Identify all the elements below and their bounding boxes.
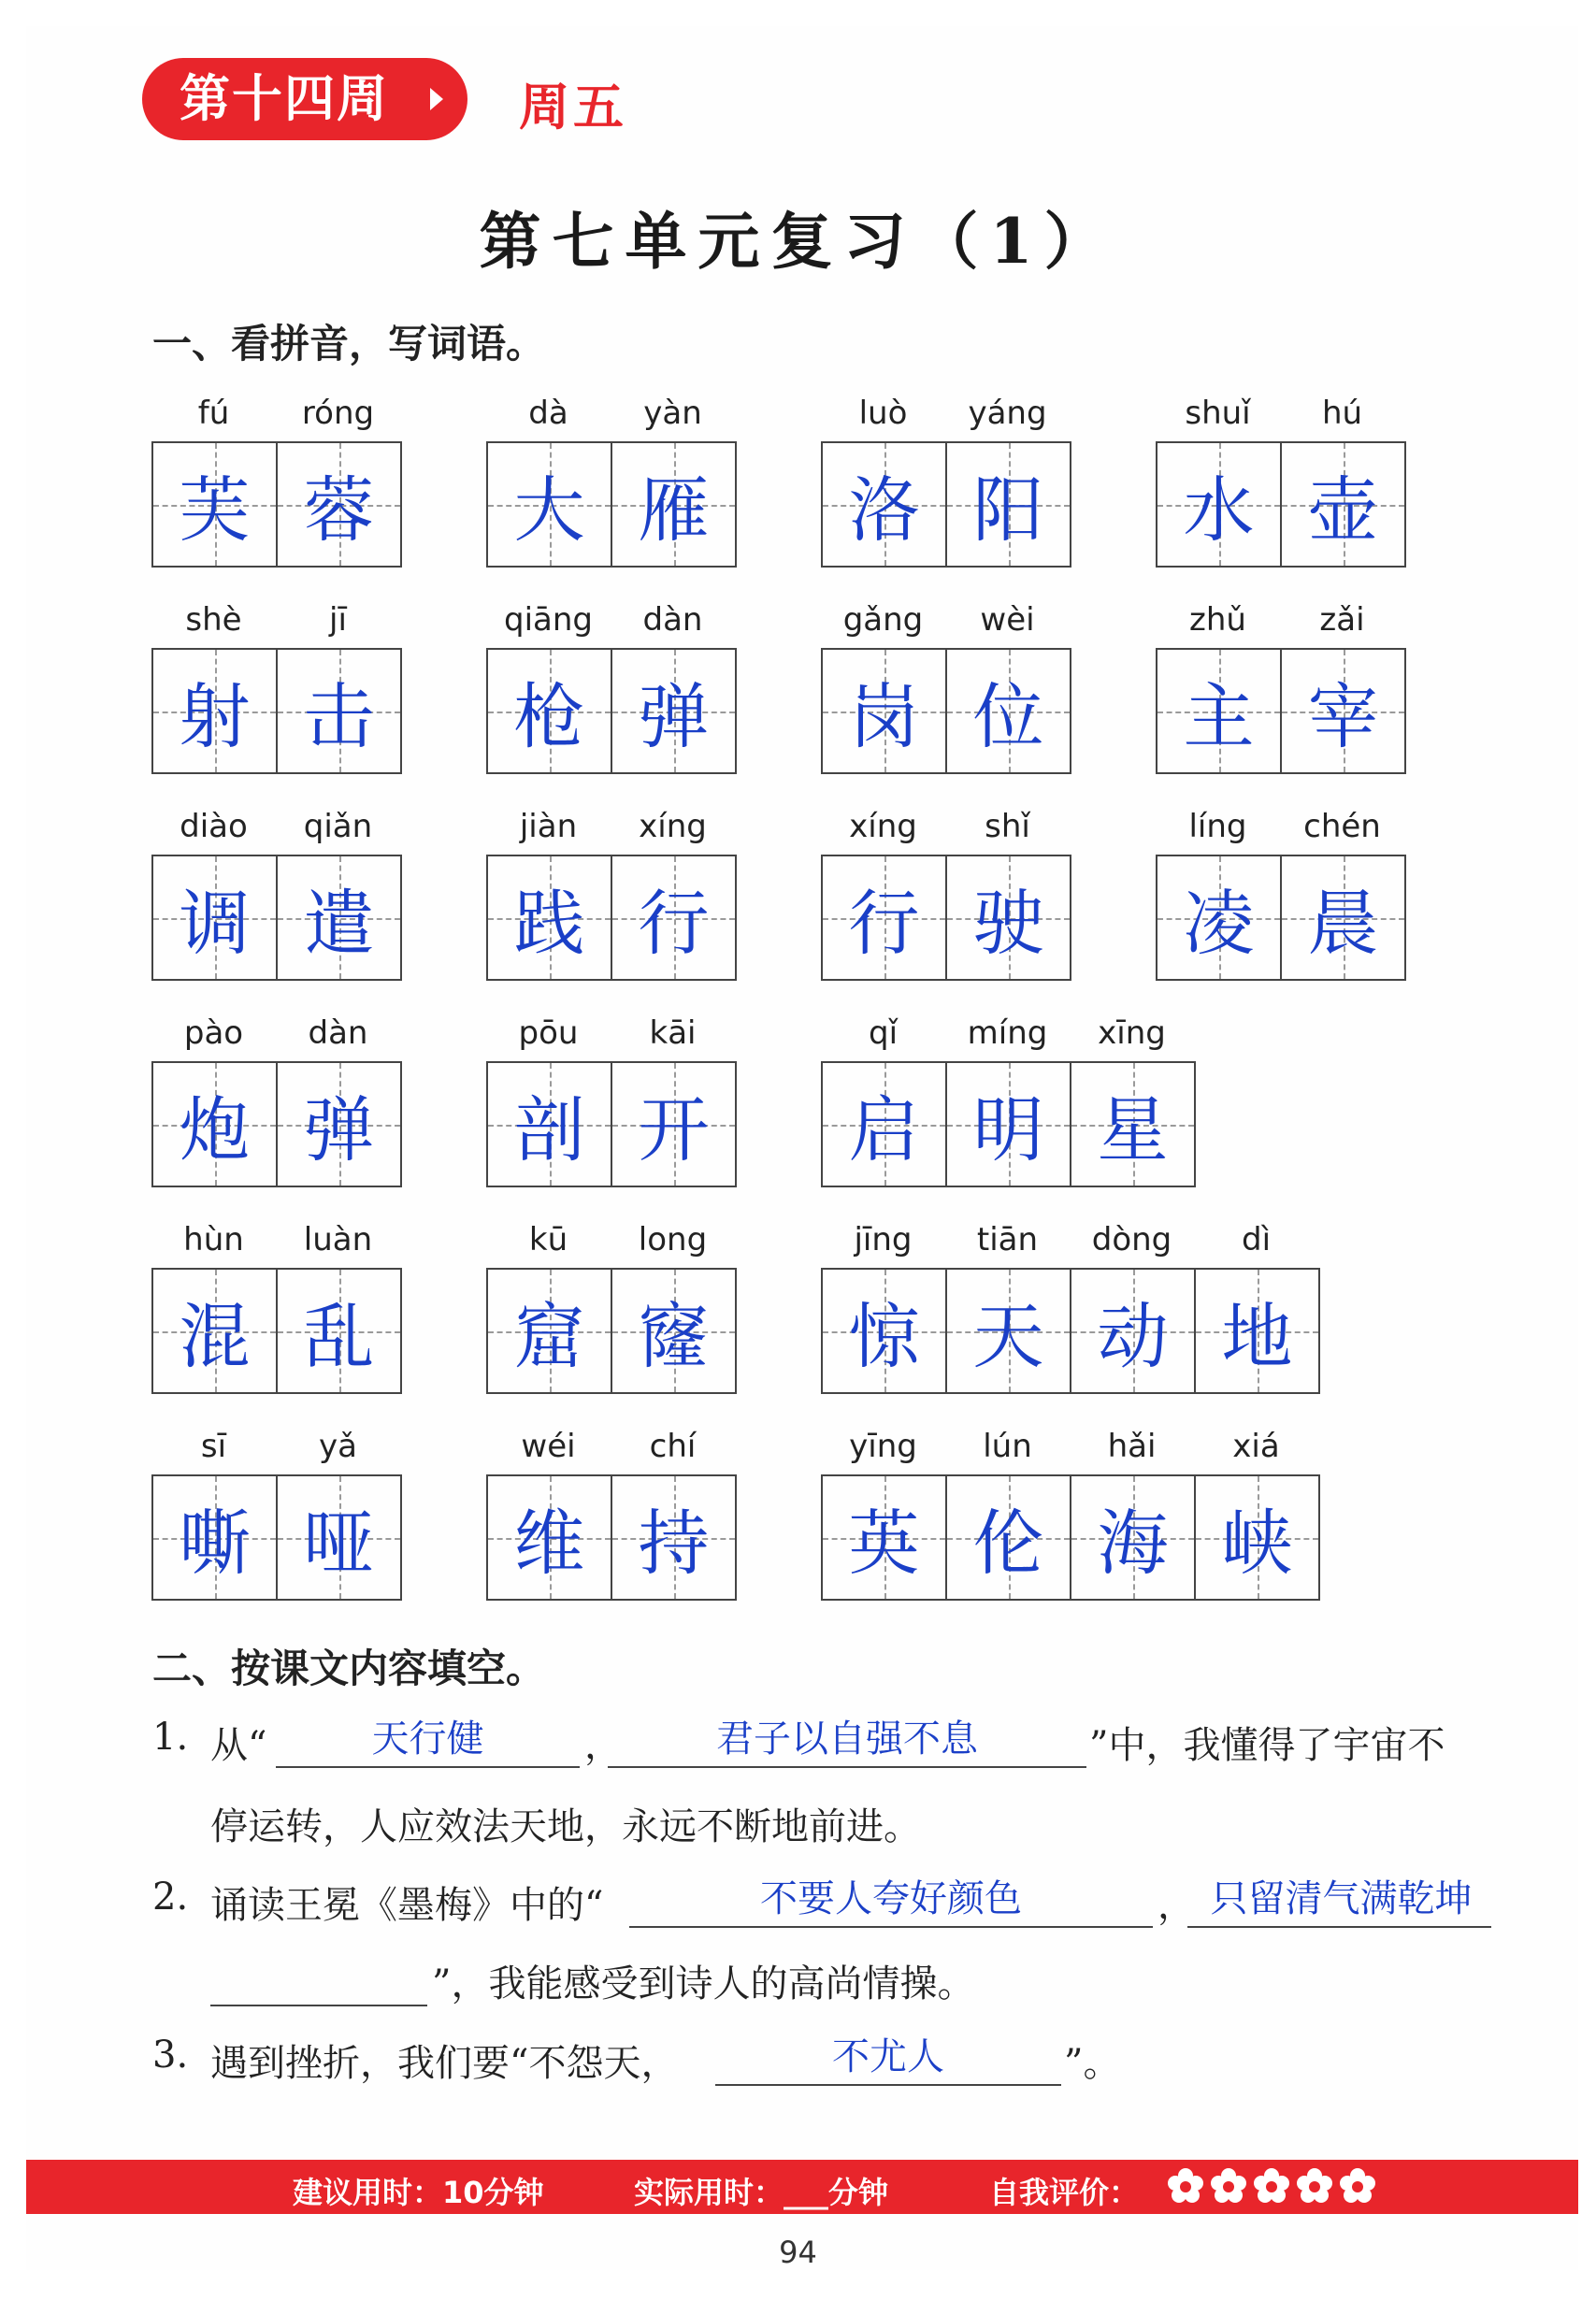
page-title: 第七单元复习（1）	[479, 205, 1117, 278]
pinyin-syllable: róng	[301, 395, 375, 432]
pinyin-group	[1156, 601, 1404, 639]
pinyin-syllable: xíng	[639, 808, 707, 845]
flower-star-icon[interactable]	[1167, 2167, 1204, 2205]
week-label: 第十四周	[180, 69, 389, 128]
writing-cell[interactable]	[1157, 856, 1282, 979]
q1-blank2[interactable]	[608, 1764, 1086, 1768]
pinyin-syllable: luàn	[303, 1221, 373, 1258]
q2-number: 2.	[152, 1876, 189, 1919]
pinyin-group	[151, 808, 400, 845]
writing-box-group	[486, 1061, 737, 1187]
pinyin-group	[821, 395, 1070, 432]
pinyin-group	[151, 395, 400, 432]
writing-cell[interactable]	[612, 650, 735, 772]
writing-cell[interactable]	[1071, 1476, 1196, 1599]
handwritten-char: 英	[848, 1502, 920, 1585]
handwritten-char: 持	[638, 1502, 710, 1585]
writing-cell[interactable]	[947, 856, 1070, 979]
writing-cell[interactable]	[153, 443, 278, 566]
writing-cell[interactable]	[947, 1476, 1071, 1599]
writing-cell[interactable]	[947, 1270, 1071, 1392]
writing-box-group	[1156, 855, 1406, 981]
handwritten-char: 击	[303, 675, 375, 758]
writing-box-group	[486, 855, 737, 981]
writing-cell[interactable]	[1282, 650, 1404, 772]
writing-box-group	[151, 1061, 402, 1187]
writing-cell[interactable]	[823, 856, 947, 979]
q1-comma: ，	[584, 1724, 622, 1767]
q1-answer2: 君子以自强不息	[716, 1718, 978, 1761]
pinyin-syllable: wéi	[521, 1428, 576, 1465]
handwritten-char: 惊	[848, 1295, 920, 1378]
pinyin-syllable: dà	[528, 395, 568, 432]
self-rating-label: 自我评价：	[989, 2175, 1140, 2210]
writing-cell[interactable]	[1282, 856, 1404, 979]
writing-box-group	[151, 1268, 402, 1394]
pinyin-syllable: yǎ	[319, 1428, 357, 1465]
writing-cell[interactable]	[612, 1063, 735, 1186]
pinyin-syllable: zǎi	[1319, 601, 1365, 639]
writing-cell[interactable]	[1196, 1476, 1318, 1599]
pinyin-syllable: qiāng	[504, 601, 593, 639]
pinyin-syllable: dàn	[308, 1014, 368, 1052]
writing-cell[interactable]	[278, 1270, 400, 1392]
pinyin-group	[1156, 808, 1404, 845]
pinyin-group	[151, 1014, 400, 1052]
handwritten-char: 位	[972, 675, 1044, 758]
handwritten-char: 海	[1097, 1502, 1169, 1585]
writing-cell[interactable]	[1071, 1063, 1194, 1186]
writing-cell[interactable]	[612, 1270, 735, 1392]
handwritten-char: 射	[179, 675, 251, 758]
handwritten-char: 维	[513, 1502, 585, 1585]
actual-time: 实际用时：___分钟	[634, 2175, 889, 2210]
handwritten-char: 混	[179, 1295, 251, 1378]
writing-cell[interactable]	[1282, 443, 1404, 566]
pinyin-syllable: diào	[180, 808, 248, 845]
pinyin-group	[821, 1428, 1318, 1465]
q1-number: 1.	[152, 1716, 189, 1759]
pinyin-syllable: yīng	[849, 1428, 917, 1465]
writing-box-group	[821, 441, 1071, 568]
writing-cell[interactable]	[278, 650, 400, 772]
writing-box-group	[486, 441, 737, 568]
writing-cell[interactable]	[488, 443, 612, 566]
q2-answer1: 不要人夸好颜色	[760, 1877, 1022, 1920]
pinyin-group	[486, 808, 735, 845]
writing-cell[interactable]	[823, 1476, 947, 1599]
handwritten-char: 嘶	[179, 1502, 251, 1585]
pinyin-syllable: jī	[329, 601, 347, 639]
pinyin-syllable: dì	[1241, 1221, 1272, 1258]
q2-suffix: ”，我能感受到诗人的高尚情操。	[432, 1962, 975, 2005]
pinyin-group	[151, 1221, 400, 1258]
pinyin-group	[821, 601, 1070, 639]
writing-cell[interactable]	[612, 443, 735, 566]
handwritten-char: 遣	[303, 882, 375, 965]
writing-box-group	[151, 1474, 402, 1601]
writing-cell[interactable]	[488, 1476, 612, 1599]
handwritten-char: 雁	[638, 468, 710, 552]
pinyin-syllable: hǎi	[1107, 1428, 1157, 1465]
handwritten-char: 弹	[303, 1088, 375, 1172]
section1-heading: 一、看拼音，写词语。	[152, 321, 546, 367]
pinyin-syllable: wèi	[980, 601, 1035, 639]
pinyin-group	[486, 601, 735, 639]
q3-prefix: 遇到挫折，我们要“不怨天，	[210, 2042, 679, 2085]
writing-box-group	[486, 1268, 737, 1394]
writing-cell[interactable]	[153, 1270, 278, 1392]
pinyin-syllable: qiǎn	[303, 808, 373, 845]
pinyin-syllable: shuǐ	[1185, 395, 1251, 432]
handwritten-char: 蓉	[303, 468, 375, 552]
pinyin-syllable: long	[638, 1221, 708, 1258]
writing-box-group	[486, 648, 737, 774]
q1-line2: 停运转，人应效法天地，永远不断地前进。	[210, 1805, 921, 1848]
pinyin-syllable: chí	[649, 1428, 697, 1465]
handwritten-char: 行	[638, 882, 710, 965]
handwritten-char: 驶	[972, 882, 1044, 965]
pinyin-syllable: líng	[1188, 808, 1247, 845]
pinyin-syllable: yáng	[968, 395, 1047, 432]
pinyin-syllable: yàn	[643, 395, 702, 432]
writing-cell[interactable]	[612, 1476, 735, 1599]
footer-bar	[26, 2160, 1578, 2214]
handwritten-char: 践	[513, 882, 585, 965]
pinyin-syllable: sī	[200, 1428, 227, 1465]
section2-heading: 二、按课文内容填空。	[152, 1646, 546, 1691]
pinyin-syllable: fú	[197, 395, 230, 432]
pinyin-syllable: pào	[183, 1014, 244, 1052]
writing-box-group	[821, 855, 1071, 981]
q3-blank[interactable]	[715, 2082, 1061, 2086]
writing-box-group	[821, 1061, 1196, 1187]
handwritten-char: 行	[848, 882, 920, 965]
handwritten-char: 窿	[638, 1295, 710, 1378]
handwritten-char: 天	[972, 1295, 1044, 1378]
writing-cell[interactable]	[823, 650, 947, 772]
pinyin-syllable: qǐ	[868, 1014, 899, 1052]
writing-box-group	[1156, 441, 1406, 568]
flower-star-icon[interactable]	[1339, 2167, 1376, 2205]
writing-cell[interactable]	[947, 650, 1070, 772]
day-label: 周五	[519, 78, 627, 137]
writing-cell[interactable]	[278, 443, 400, 566]
writing-cell[interactable]	[153, 650, 278, 772]
writing-box-group	[821, 1268, 1320, 1394]
page-number: 94	[779, 2235, 817, 2270]
handwritten-char: 大	[513, 468, 585, 552]
flower-star-icon[interactable]	[1253, 2167, 1290, 2205]
pinyin-syllable: lún	[983, 1428, 1032, 1465]
pinyin-syllable: shǐ	[985, 808, 1030, 845]
handwritten-char: 晨	[1307, 882, 1379, 965]
writing-cell[interactable]	[1071, 1270, 1196, 1392]
pinyin-group	[821, 1014, 1194, 1052]
writing-cell[interactable]	[153, 1063, 278, 1186]
writing-cell[interactable]	[823, 1063, 947, 1186]
pinyin-group	[486, 1014, 735, 1052]
pinyin-group	[486, 1221, 735, 1258]
handwritten-char: 剖	[513, 1088, 585, 1172]
handwritten-char: 星	[1097, 1088, 1169, 1172]
writing-box-group	[821, 1474, 1320, 1601]
writing-box-group	[151, 648, 402, 774]
pinyin-group	[1156, 395, 1404, 432]
writing-cell[interactable]	[488, 856, 612, 979]
pinyin-syllable: jīng	[854, 1221, 913, 1258]
writing-box-group	[486, 1474, 737, 1601]
handwritten-char: 凌	[1183, 882, 1255, 965]
handwritten-char: 壶	[1307, 468, 1379, 552]
pinyin-group	[821, 808, 1070, 845]
arrow-right-icon	[430, 88, 443, 110]
q3-number: 3.	[152, 2034, 189, 2077]
writing-cell[interactable]	[823, 1270, 947, 1392]
suggested-time: 建议用时：10分钟	[293, 2175, 544, 2210]
q2-prefix: 诵读王冕《墨梅》中的“	[210, 1884, 604, 1927]
q2-blank1[interactable]	[629, 1924, 1153, 1928]
writing-cell[interactable]	[488, 650, 612, 772]
handwritten-char: 主	[1183, 675, 1255, 758]
writing-cell[interactable]	[488, 1270, 612, 1392]
handwritten-char: 窟	[513, 1295, 585, 1378]
q3-suffix: ”。	[1064, 2042, 1121, 2085]
handwritten-char: 弹	[638, 675, 710, 758]
pinyin-syllable: kāi	[649, 1014, 697, 1052]
pinyin-group	[151, 601, 400, 639]
writing-cell[interactable]	[278, 1476, 400, 1599]
flower-star-icon[interactable]	[1296, 2167, 1333, 2205]
pinyin-group	[151, 1428, 400, 1465]
handwritten-char: 乱	[303, 1295, 375, 1378]
q2-comma: ，	[1157, 1884, 1195, 1927]
pinyin-syllable: kū	[528, 1221, 568, 1258]
week-badge	[142, 58, 467, 140]
handwritten-char: 岗	[848, 675, 920, 758]
pinyin-group	[486, 1428, 735, 1465]
pinyin-syllable: shè	[185, 601, 242, 639]
pinyin-syllable: hú	[1321, 395, 1363, 432]
handwritten-char: 启	[848, 1088, 920, 1172]
pinyin-syllable: míng	[967, 1014, 1048, 1052]
pinyin-group	[821, 1221, 1318, 1258]
handwritten-char: 地	[1221, 1295, 1293, 1378]
q1-suffix: ”中，我懂得了宇宙不	[1089, 1724, 1445, 1767]
writing-box-group	[151, 441, 402, 568]
flower-star-icon[interactable]	[1210, 2167, 1247, 2205]
writing-cell[interactable]	[1157, 443, 1282, 566]
q1-blank1[interactable]	[276, 1764, 580, 1768]
writing-cell[interactable]	[1157, 650, 1282, 772]
pinyin-syllable: pōu	[518, 1014, 579, 1052]
pinyin-syllable: dòng	[1091, 1221, 1172, 1258]
handwritten-char: 开	[638, 1088, 710, 1172]
handwritten-char: 芙	[179, 468, 251, 552]
handwritten-char: 水	[1183, 468, 1255, 552]
handwritten-char: 明	[972, 1088, 1044, 1172]
writing-cell[interactable]	[278, 1063, 400, 1186]
writing-cell[interactable]	[612, 856, 735, 979]
handwritten-char: 炮	[179, 1088, 251, 1172]
pinyin-syllable: xíng	[849, 808, 917, 845]
writing-cell[interactable]	[153, 856, 278, 979]
q2-answer2: 只留清气满乾坤	[1210, 1877, 1473, 1920]
pinyin-syllable: zhǔ	[1189, 601, 1246, 639]
q2-blank2[interactable]	[1187, 1924, 1491, 1928]
handwritten-char: 峡	[1221, 1502, 1293, 1585]
handwritten-char: 哑	[303, 1502, 375, 1585]
writing-box-group	[1156, 648, 1406, 774]
writing-cell[interactable]	[278, 856, 400, 979]
pinyin-syllable: hùn	[183, 1221, 244, 1258]
handwritten-char: 洛	[848, 468, 920, 552]
handwritten-char: 枪	[513, 675, 585, 758]
pinyin-syllable: dàn	[642, 601, 703, 639]
handwritten-char: 调	[179, 882, 251, 965]
q1-answer1: 天行健	[371, 1718, 484, 1761]
writing-cell[interactable]	[823, 443, 947, 566]
rating-stars	[1167, 2167, 1376, 2205]
writing-cell[interactable]	[488, 1063, 612, 1186]
pinyin-syllable: jiàn	[519, 808, 578, 845]
writing-cell[interactable]	[947, 1063, 1071, 1186]
writing-box-group	[821, 648, 1071, 774]
handwritten-char: 动	[1097, 1295, 1169, 1378]
pinyin-syllable: chén	[1303, 808, 1381, 845]
pinyin-syllable: xīng	[1098, 1014, 1166, 1052]
pinyin-syllable: tiān	[976, 1221, 1039, 1258]
pinyin-syllable: luò	[858, 395, 908, 432]
q3-answer: 不尤人	[832, 2035, 944, 2078]
handwritten-char: 宰	[1307, 675, 1379, 758]
q2-blank2-cont[interactable]	[210, 2003, 427, 2006]
handwritten-char: 伦	[972, 1502, 1044, 1585]
writing-cell[interactable]	[947, 443, 1070, 566]
pinyin-group	[486, 395, 735, 432]
q1-prefix: 从“	[210, 1724, 267, 1767]
writing-box-group	[151, 855, 402, 981]
writing-cell[interactable]	[1196, 1270, 1318, 1392]
handwritten-char: 阳	[972, 468, 1044, 552]
pinyin-syllable: xiá	[1232, 1428, 1280, 1465]
writing-cell[interactable]	[153, 1476, 278, 1599]
pinyin-syllable: gǎng	[842, 601, 924, 639]
